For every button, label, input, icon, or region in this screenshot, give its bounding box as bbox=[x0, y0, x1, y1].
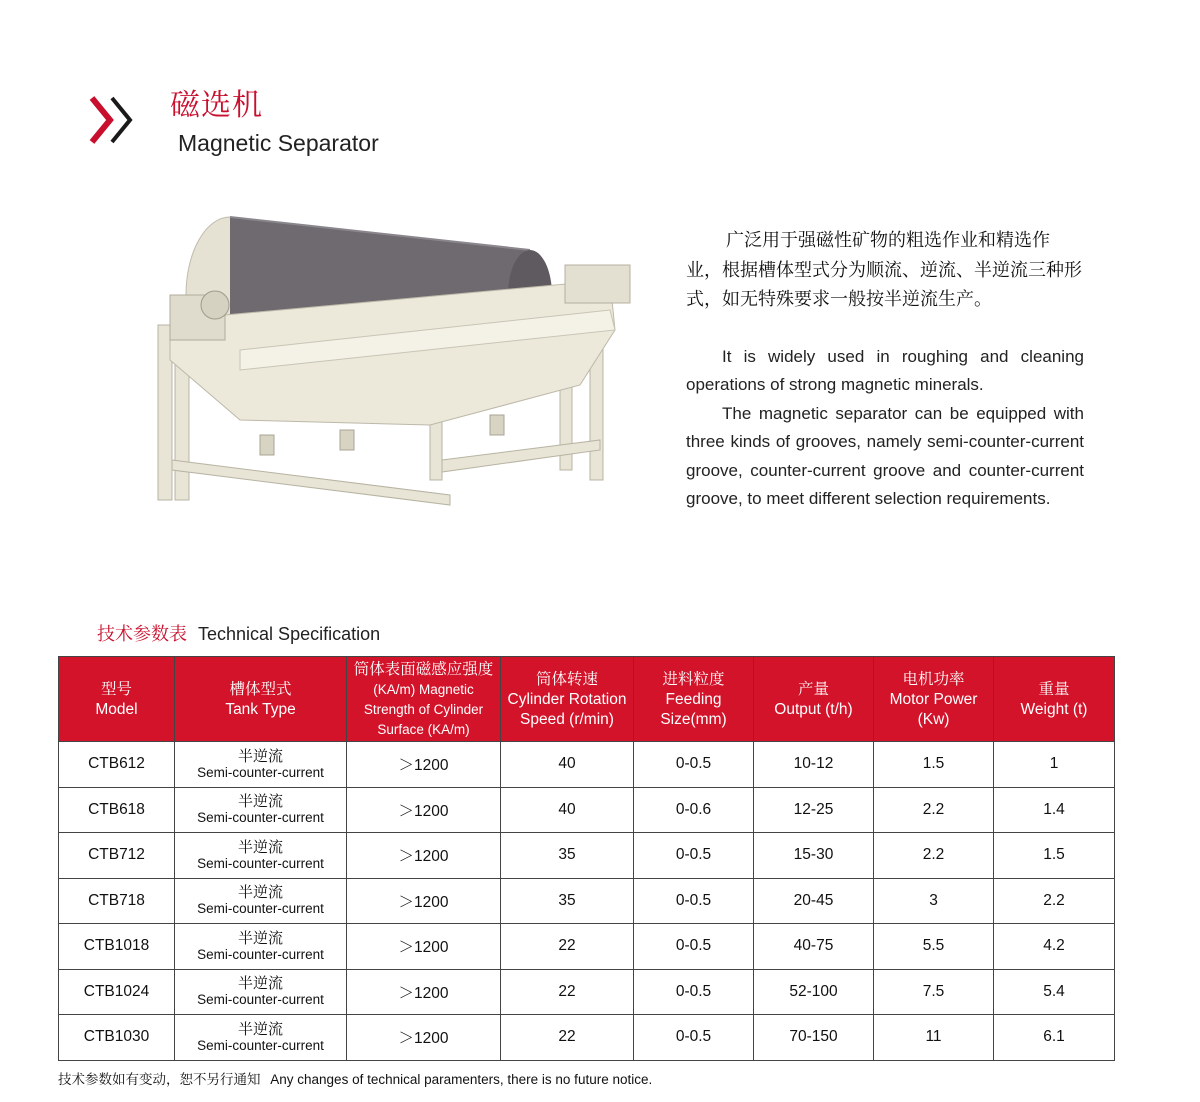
cell-feed: 0-0.5 bbox=[634, 878, 754, 924]
spec-heading-en: Technical Specification bbox=[198, 624, 381, 644]
cell-weight: 2.2 bbox=[994, 878, 1115, 924]
cell-output: 12-25 bbox=[754, 787, 874, 833]
description-en-paragraph-2: The magnetic separator can be equipped with three kinds of grooves, namely semi-counter-current groove, counter-current groove and counter-current groove, to meet different selection requirements. bbox=[686, 403, 1084, 508]
table-row bbox=[59, 833, 1115, 879]
description-en-paragraph-1: It is widely used in roughing and cleaning operations of strong magnetic minerals. bbox=[686, 346, 1084, 394]
footnote bbox=[58, 1068, 652, 1088]
cell-power: 11 bbox=[874, 1015, 994, 1061]
cell-weight: 6.1 bbox=[994, 1015, 1115, 1061]
cell-power: 2.2 bbox=[874, 787, 994, 833]
magnetic-separator-machine-image bbox=[150, 210, 640, 520]
cell-tank-type: 半逆流 Semi-counter-current bbox=[175, 924, 347, 970]
cell-speed: 22 bbox=[501, 924, 634, 970]
cell-speed: 35 bbox=[501, 833, 634, 879]
table-row bbox=[59, 742, 1115, 788]
cell-strength: ＞1200 bbox=[347, 1015, 501, 1061]
cell-model: CTB1030 bbox=[59, 1015, 175, 1061]
cell-speed: 22 bbox=[501, 1015, 634, 1061]
header-weight: 重量 Weight (t) bbox=[994, 657, 1115, 742]
cell-model: CTB1018 bbox=[59, 924, 175, 970]
table-row bbox=[59, 969, 1115, 1015]
cell-speed: 40 bbox=[501, 787, 634, 833]
cell-speed: 40 bbox=[501, 742, 634, 788]
cell-strength: ＞1200 bbox=[347, 969, 501, 1015]
spec-heading-cn: 技术参数表 bbox=[97, 624, 187, 645]
cell-strength: ＞1200 bbox=[347, 742, 501, 788]
cell-tank-type: 半逆流 Semi-counter-current bbox=[175, 1015, 347, 1061]
table-row bbox=[59, 787, 1115, 833]
description bbox=[686, 226, 1084, 514]
spec-heading bbox=[97, 620, 380, 646]
cell-power: 3 bbox=[874, 878, 994, 924]
footnote-cn: 技术参数如有变动，恕不另行通知 bbox=[58, 1072, 261, 1088]
cell-tank-type: 半逆流 Semi-counter-current bbox=[175, 833, 347, 879]
cell-strength: ＞1200 bbox=[347, 878, 501, 924]
description-cn: 广泛用于强磁性矿物的粗选作业和精选作业，根据槽体型式分为顺流、逆流、半逆流三种形式，如无特殊要求一般按半逆流生产。 bbox=[686, 230, 1082, 310]
cell-speed: 22 bbox=[501, 969, 634, 1015]
header-output: 产量 Output (t/h) bbox=[754, 657, 874, 742]
cell-model: CTB1024 bbox=[59, 969, 175, 1015]
cell-tank-type: 半逆流 Semi-counter-current bbox=[175, 969, 347, 1015]
cell-feed: 0-0.5 bbox=[634, 742, 754, 788]
table-row bbox=[59, 924, 1115, 970]
cell-weight: 1 bbox=[994, 742, 1115, 788]
cell-output: 52-100 bbox=[754, 969, 874, 1015]
cell-tank-type: 半逆流 Semi-counter-current bbox=[175, 742, 347, 788]
cell-weight: 4.2 bbox=[994, 924, 1115, 970]
spec-table bbox=[58, 656, 1115, 1061]
cell-power: 1.5 bbox=[874, 742, 994, 788]
page-title-cn: 磁选机 bbox=[170, 88, 263, 123]
cell-output: 15-30 bbox=[754, 833, 874, 879]
header-rotation-speed: 筒体转速 Cylinder Rotation Speed (r/min) bbox=[501, 657, 634, 742]
cell-weight: 1.5 bbox=[994, 833, 1115, 879]
cell-strength: ＞1200 bbox=[347, 787, 501, 833]
cell-output: 20-45 bbox=[754, 878, 874, 924]
cell-feed: 0-0.5 bbox=[634, 833, 754, 879]
footnote-en: Any changes of technical paramenters, there is no future notice. bbox=[270, 1072, 653, 1087]
cell-weight: 1.4 bbox=[994, 787, 1115, 833]
table-row bbox=[59, 878, 1115, 924]
header-motor-power: 电机功率 Motor Power (Kw) bbox=[874, 657, 994, 742]
cell-feed: 0-0.5 bbox=[634, 924, 754, 970]
page-title-en: Magnetic Separator bbox=[178, 130, 379, 156]
table-header-row bbox=[59, 657, 1115, 742]
cell-tank-type: 半逆流 Semi-counter-current bbox=[175, 787, 347, 833]
table-row bbox=[59, 1015, 1115, 1061]
cell-model: CTB718 bbox=[59, 878, 175, 924]
double-chevron-right-icon bbox=[88, 94, 136, 146]
cell-strength: ＞1200 bbox=[347, 924, 501, 970]
cell-speed: 35 bbox=[501, 878, 634, 924]
cell-model: CTB618 bbox=[59, 787, 175, 833]
cell-power: 5.5 bbox=[874, 924, 994, 970]
cell-strength: ＞1200 bbox=[347, 833, 501, 879]
cell-feed: 0-0.6 bbox=[634, 787, 754, 833]
cell-feed: 0-0.5 bbox=[634, 969, 754, 1015]
cell-model: CTB712 bbox=[59, 833, 175, 879]
cell-power: 2.2 bbox=[874, 833, 994, 879]
header-magnetic-strength: 筒体表面磁感应强度 (KA/m) Magnetic Strength of Cylinder Surface (KA/m) bbox=[347, 657, 501, 742]
cell-output: 40-75 bbox=[754, 924, 874, 970]
cell-output: 70-150 bbox=[754, 1015, 874, 1061]
cell-weight: 5.4 bbox=[994, 969, 1115, 1015]
header-feeding-size: 进料粒度 Feeding Size(mm) bbox=[634, 657, 754, 742]
cell-feed: 0-0.5 bbox=[634, 1015, 754, 1061]
cell-output: 10-12 bbox=[754, 742, 874, 788]
cell-model: CTB612 bbox=[59, 742, 175, 788]
title-block bbox=[88, 80, 488, 160]
header-tank-type: 槽体型式 Tank Type bbox=[175, 657, 347, 742]
header-model: 型号 Model bbox=[59, 657, 175, 742]
cell-tank-type: 半逆流 Semi-counter-current bbox=[175, 878, 347, 924]
cell-power: 7.5 bbox=[874, 969, 994, 1015]
